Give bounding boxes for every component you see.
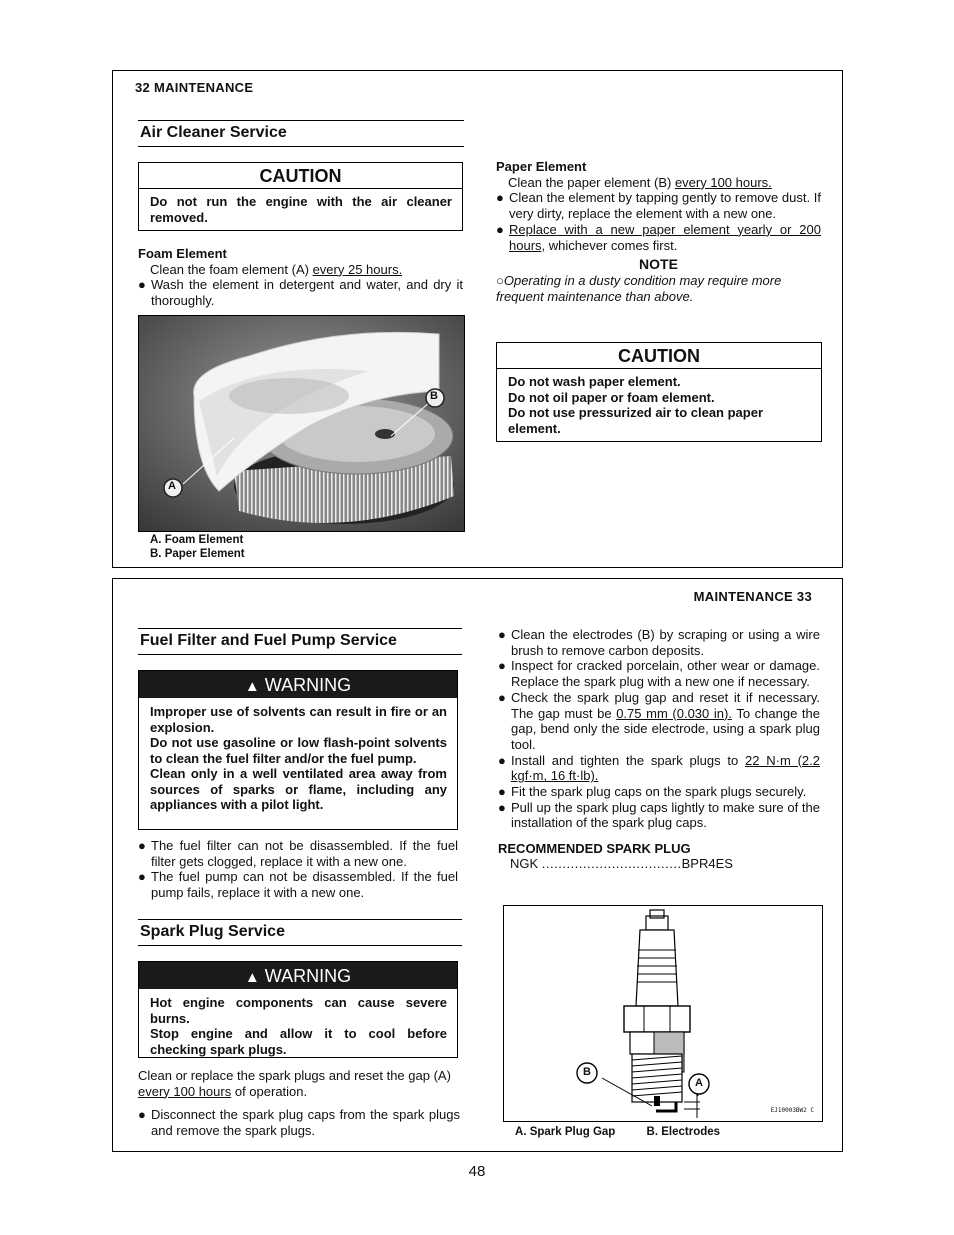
callout-a-label: A <box>695 1077 703 1089</box>
caution-box-engine <box>138 162 463 231</box>
bullet-icon: ● <box>138 838 146 853</box>
torque-value: 22 N·m (2.2 kgf·m, 16 ft·lb). <box>511 752 820 784</box>
foam-intro-prefix: Clean the foam element (A) <box>150 261 313 277</box>
bullet-icon: ● <box>496 190 504 206</box>
bullet-icon: ● <box>498 784 506 800</box>
warning-box-hot <box>138 961 458 1058</box>
bullet-icon: ● <box>498 799 506 815</box>
warning-line: Clean only in a well ventilated area away from sources of sparks or flame, including any appliances with a pilot light. <box>150 766 447 812</box>
paper-bullets <box>496 190 821 253</box>
warning-line: Stop engine and allow it to cool before checking spark plugs. <box>150 1026 447 1057</box>
foam-bullets <box>138 277 463 308</box>
note-symbol: ○ <box>496 272 504 288</box>
list-item: ● Install and tighten the spark plugs to 22 N·m (2.2 kgf·m, 16 ft·lb). <box>498 752 820 784</box>
warning-icon: ▲ <box>244 969 260 986</box>
warning-line: Improper use of solvents can result in fire or an explosion. <box>150 704 447 735</box>
bullet-icon: ● <box>498 658 506 674</box>
list-item: ● Clean the electrodes (B) by scraping or using a wire brush to remove carbon deposits. <box>498 627 820 658</box>
warning-body <box>139 698 457 819</box>
paper-intro-prefix: Clean the paper element (B) <box>508 174 675 190</box>
foam-element-heading: Foam Element <box>138 246 227 261</box>
spark-section-title: Spark Plug Service <box>138 919 462 946</box>
caution-body <box>139 189 462 231</box>
callout-b-label: B <box>430 390 438 402</box>
warning-line: Do not use gasoline or low flash-point solvents to clean the fuel filter and/or the fuel pump. <box>150 735 447 766</box>
caution-body <box>497 369 821 442</box>
air-filter-caption <box>150 533 245 561</box>
spark-interval: every 100 hours <box>138 1083 232 1099</box>
foam-element-block <box>138 246 463 309</box>
plug-brand: NGK <box>510 856 539 872</box>
list-item: ● Disconnect the spark plug caps from the spark plugs and remove the spark plugs. <box>138 1107 460 1139</box>
spark-plug-illustration <box>504 906 822 1121</box>
caption-b: B. Electrodes <box>646 1126 721 1138</box>
paper-element-heading: Paper Element <box>496 159 587 174</box>
list-item: ● Fit the spark plug caps on the spark plugs securely. <box>498 784 807 800</box>
page-header-left: 32 MAINTENANCE <box>135 80 254 95</box>
plug-model: BPR4ES <box>681 856 733 872</box>
callout-a-label: A <box>168 480 176 492</box>
caution-box-paper <box>496 342 822 442</box>
spark-left-bullets <box>138 1107 460 1138</box>
spark-plug-caption <box>515 1125 720 1139</box>
warning-title: WARNING <box>264 675 352 695</box>
caption-a: A. Spark Plug Gap <box>515 1126 616 1138</box>
warning-title-bar <box>139 962 457 989</box>
paper-interval: every 100 hours. <box>674 174 772 190</box>
list-item: ● Replace with a new paper element yearly or 200 hours, whichever comes first. <box>496 221 821 253</box>
top-page-panel <box>112 70 843 568</box>
recommended-heading: RECOMMENDED SPARK PLUG <box>498 841 691 857</box>
dot-leader: .................................. <box>541 856 682 872</box>
air-cleaner-section-title: Air Cleaner Service <box>138 120 464 147</box>
caution-title: CAUTION <box>139 163 462 189</box>
bullet-icon: ● <box>138 277 146 293</box>
caution-line: Do not run the engine with the air cleaner removed. <box>150 194 452 225</box>
caution-line: Do not oil paper or foam element. <box>508 389 715 405</box>
warning-body <box>139 989 457 1063</box>
bullet-icon: ● <box>498 752 506 768</box>
caution-title: CAUTION <box>497 343 821 369</box>
bullet-icon: ● <box>138 869 146 885</box>
note-text: Operating in a dusty condition may require more frequent maintenance than above. <box>496 272 782 304</box>
paper-element-block <box>496 159 821 304</box>
figure-code: EJ10003BW2 C <box>770 1107 814 1114</box>
air-filter-illustration <box>139 316 464 531</box>
spark-plug-figure <box>503 905 823 1122</box>
list-item: ● The fuel pump can not be disassembled. If the fuel pump fails, replace it with a new one. <box>138 869 458 901</box>
caution-line: Do not wash paper element. <box>508 374 681 389</box>
bullet-icon: ● <box>496 221 504 237</box>
list-item: ● The fuel filter can not be disassembled. If the fuel filter gets clogged, replace it with a new one. <box>138 838 458 869</box>
spark-intro <box>138 1068 460 1139</box>
warning-title: WARNING <box>264 966 352 986</box>
caption-a: A. Foam Element <box>150 534 244 546</box>
caution-line: Do not use pressurized air to clean paper element. <box>508 405 764 436</box>
paper-intro <box>496 175 821 191</box>
warning-line: Hot engine components can cause severe burns. <box>150 995 447 1026</box>
foam-interval: every 25 hours. <box>312 261 403 277</box>
recommended-line <box>498 856 820 872</box>
foam-intro <box>138 262 463 278</box>
bullet-icon: ● <box>498 689 506 705</box>
warning-box-solvents <box>138 670 458 830</box>
list-item: ● Inspect for cracked porcelain, other wear or damage. Replace the spark plug with a new one if necessary. <box>498 658 820 690</box>
bottom-page-panel <box>112 578 843 1152</box>
list-item: ● Check the spark plug gap and reset it if necessary. The gap must be 0.75 mm (0.030 in). To change the gap, bend only the side electrode, using a spark plug tool. <box>498 689 821 752</box>
note-body <box>496 273 821 304</box>
note-title: NOTE <box>639 256 678 273</box>
list-item: ● Pull up the spark plug caps lightly to make sure of the installation of the spark plug caps. <box>498 799 820 831</box>
warning-title-bar <box>139 671 457 698</box>
list-item: ● Wash the element in detergent and water, and dry it thoroughly. <box>138 277 463 309</box>
spark-right-block <box>498 627 820 872</box>
bullet-icon: ● <box>498 627 506 642</box>
callout-b-label: B <box>583 1066 591 1078</box>
warning-icon: ▲ <box>244 678 260 695</box>
page-number: 48 <box>468 1163 486 1180</box>
spark-right-bullets <box>498 627 820 831</box>
fuel-bullets <box>138 838 458 901</box>
bullet-icon: ● <box>138 1107 146 1123</box>
fuel-bullets-block <box>138 838 458 901</box>
caption-b: B. Paper Element <box>150 548 245 560</box>
page-header-right: MAINTENANCE 33 <box>693 589 812 604</box>
gap-value: 0.75 mm (0.030 in). <box>616 705 732 721</box>
fuel-section-title: Fuel Filter and Fuel Pump Service <box>138 628 462 655</box>
air-filter-photo <box>138 315 465 532</box>
list-item: ● Clean the element by tapping gently to remove dust. If very dirty, replace the element with a new one. <box>496 190 821 222</box>
spark-intro-text: Clean or replace the spark plugs and reset the gap (A) every 100 hours of operation. <box>138 1068 451 1099</box>
